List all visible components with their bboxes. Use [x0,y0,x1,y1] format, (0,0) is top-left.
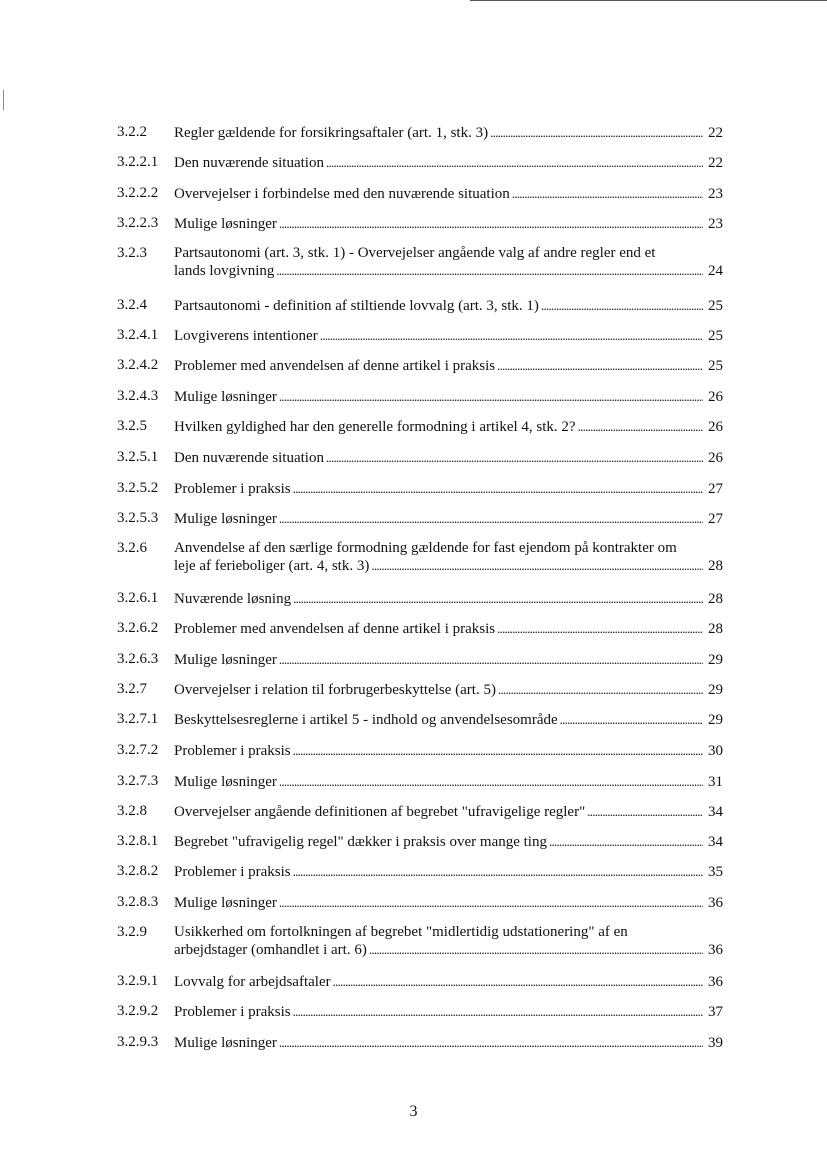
toc-entry [117,681,723,699]
toc-entry [117,1034,723,1052]
toc-entry [117,418,723,436]
toc-entry-page: 27 [708,511,723,527]
toc-entry-title: leje af ferieboliger (art. 4, stk. 3) [174,558,370,574]
toc-entry-number: 3.2.6 [117,540,147,556]
toc-entry-number: 3.2.9.3 [117,1034,159,1050]
toc-entry-title: Lovgiverens intentioner [174,328,318,344]
toc-entry-line [174,154,723,172]
toc-entry-title: Den nuværende situation [174,155,324,171]
toc-entry [117,590,723,608]
toc-entry-number: 3.2.4.3 [117,388,159,404]
toc-entry-number: 3.2.8 [117,803,147,819]
toc-entry-body [174,185,723,203]
dot-leader [541,297,703,315]
toc-entry-number: 3.2.2.3 [117,215,159,231]
toc-entry-title: Mulige løsninger [174,389,277,405]
toc-entry-line [174,245,723,262]
toc-entry-page: 36 [708,895,723,911]
toc-entry-title: Hvilken gyldighed har den generelle formodning i artikel 4, stk. 2? [174,419,576,435]
toc-entry-body [174,124,723,142]
toc-entry-number: 3.2.7.3 [117,773,159,789]
dot-leader [293,590,703,608]
toc-entry-line [174,651,723,669]
toc-entry-page: 35 [708,864,723,880]
dot-leader [293,863,703,881]
toc-entry [117,245,723,280]
toc-entry-title: Problemer i praksis [174,481,291,497]
toc-entry-page: 30 [708,743,723,759]
dot-leader [326,154,703,172]
toc-entry-line [174,557,723,575]
dot-leader [371,557,703,575]
dot-leader [276,262,703,280]
toc-entry-page: 23 [708,216,723,232]
toc-entry-number: 3.2.2.1 [117,154,159,170]
toc-entry-line [174,742,723,760]
toc-entry [117,894,723,912]
toc-entry-body [174,245,723,280]
toc-entry [117,388,723,406]
dot-leader [279,651,703,669]
toc-entry-body [174,510,723,528]
toc-entry-body [174,388,723,406]
toc-entry-body [174,154,723,172]
toc-entry-body [174,742,723,760]
toc-entry-page: 22 [708,155,723,171]
toc-entry-line [174,540,723,557]
dot-leader [279,894,703,912]
toc-entry-title: Overvejelser i relation til forbrugerbeskyttelse (art. 5) [174,682,496,698]
toc-entry-body [174,540,723,575]
toc-entry-page: 25 [708,358,723,374]
toc-entry-number: 3.2.5.3 [117,510,159,526]
toc-entry-body [174,449,723,467]
toc-entry-page: 23 [708,186,723,202]
toc-entry-number: 3.2.4.1 [117,327,159,343]
toc-entry-number: 3.2.4.2 [117,357,159,373]
toc-entry-title: Problemer i praksis [174,1004,291,1020]
toc-entry-title: lands lovgivning [174,263,275,279]
toc-entry-number: 3.2.2.2 [117,185,159,201]
dot-leader [333,973,703,991]
toc-entry-title: Regler gældende for forsikringsaftaler (art. 1, stk. 3) [174,125,489,141]
toc-entry [117,327,723,345]
toc-entry-line [174,803,723,821]
toc-entry-number: 3.2.6.1 [117,590,159,606]
toc-entry-page: 28 [708,591,723,607]
toc-entry-number: 3.2.3 [117,245,147,261]
toc-entry-line [174,681,723,699]
toc-entry [117,297,723,315]
toc-entry-title: Beskyttelsesreglerne i artikel 5 - indhold og anvendelsesområde [174,712,558,728]
toc-entry-page: 25 [708,298,723,314]
toc-entry-page: 39 [708,1035,723,1051]
dot-leader [490,124,703,142]
dot-leader [498,681,703,699]
toc-entry [117,773,723,791]
toc-entry-title: Partsautonomi - definition af stiltiende lovvalg (art. 3, stk. 1) [174,298,539,314]
toc-entry-number: 3.2.7.1 [117,711,159,727]
toc-entry-page: 26 [708,389,723,405]
toc-entry-line [174,1034,723,1052]
toc-entry-number: 3.2.7.2 [117,742,159,758]
toc-entry-title: Mulige løsninger [174,216,277,232]
toc-entry-title: Problemer i praksis [174,743,291,759]
toc-entry-line [174,510,723,528]
toc-entry [117,357,723,375]
toc-entry-title: Overvejelser i forbindelse med den nuværende situation [174,186,510,202]
toc-entry-body [174,973,723,991]
toc-entry-number: 3.2.8.2 [117,863,159,879]
toc-entry-body [174,620,723,638]
toc-entry [117,449,723,467]
toc-entry-title: Begrebet "ufravigelig regel" dækker i praksis over mange ting [174,834,547,850]
toc-entry-line [174,941,723,959]
toc-entry [117,510,723,528]
toc-entry-title: Problemer med anvendelsen af denne artikel i praksis [174,358,496,374]
toc-entry-body [174,681,723,699]
toc-entry [117,651,723,669]
toc-entry-body [174,924,723,959]
dot-leader [578,418,703,436]
toc-entry-line [174,124,723,142]
toc-entry-body [174,327,723,345]
toc-entry-line [174,327,723,345]
toc-entry-title: Partsautonomi (art. 3, stk. 1) - Overvejelser angående valg af andre regler end et [174,245,656,261]
dot-leader [279,510,703,528]
toc-entry [117,215,723,233]
toc-entry-title: Mulige løsninger [174,652,277,668]
toc-entry [117,833,723,851]
toc-entry-body [174,711,723,729]
dot-leader [279,1034,703,1052]
toc-entry-page: 36 [708,942,723,958]
toc-entry [117,154,723,172]
toc-entry-line [174,1003,723,1021]
toc-entry-number: 3.2.4 [117,297,147,313]
toc-entry-body [174,297,723,315]
toc-entry [117,711,723,729]
toc-entry-body [174,357,723,375]
toc-entry-body [174,418,723,436]
toc-entry-line [174,215,723,233]
toc-entry-number: 3.2.9 [117,924,147,940]
toc-entry-line [174,620,723,638]
toc-entry-title: Mulige løsninger [174,895,277,911]
toc-entry-body [174,480,723,498]
dot-leader [497,620,703,638]
toc-entry-number: 3.2.2 [117,124,147,140]
toc-entry-page: 31 [708,774,723,790]
toc-entry [117,480,723,498]
toc-entry-body [174,773,723,791]
dot-leader [279,388,703,406]
toc-entry-number: 3.2.9.2 [117,1003,159,1019]
toc-entry-line [174,418,723,436]
toc-entry [117,1003,723,1021]
toc-entry-body [174,215,723,233]
toc-entry-body [174,1003,723,1021]
toc-entry-title: Mulige løsninger [174,511,277,527]
toc-entry-page: 34 [708,834,723,850]
toc-entry [117,124,723,142]
toc-entry-page: 26 [708,419,723,435]
toc-entry [117,742,723,760]
scan-edge-mark [3,90,4,110]
dot-leader [279,215,703,233]
dot-leader [326,449,703,467]
toc-entry-number: 3.2.5 [117,418,147,434]
toc-entry-line [174,863,723,881]
toc-entry-body [174,590,723,608]
toc-entry-page: 24 [708,263,723,279]
toc-entry-title: Mulige løsninger [174,774,277,790]
toc-entry-page: 28 [708,558,723,574]
dot-leader [320,327,703,345]
toc-entry-page: 27 [708,481,723,497]
toc-entry-line [174,833,723,851]
toc-entry-number: 3.2.6.2 [117,620,159,636]
toc-entry-page: 37 [708,1004,723,1020]
toc-entry [117,973,723,991]
toc-entry [117,803,723,821]
toc-entry-line [174,357,723,375]
toc-entry-body [174,894,723,912]
dot-leader [293,1003,703,1021]
toc-entry-line [174,449,723,467]
toc-entry-line [174,924,723,941]
toc-entry-title: Nuværende løsning [174,591,292,607]
toc-entry-line [174,388,723,406]
page-number: 3 [409,1103,418,1120]
toc-entry [117,924,723,959]
toc-entry-title: Mulige løsninger [174,1035,277,1051]
dot-leader [497,357,703,375]
toc-entry-line [174,590,723,608]
toc-entry-title: Lovvalg for arbejdsaftaler [174,974,331,990]
dot-leader [587,803,703,821]
dot-leader [369,941,703,959]
toc-entry-line [174,297,723,315]
toc-entry [117,185,723,203]
toc-entry-title: Anvendelse af den særlige formodning gældende for fast ejendom på kontrakter om [174,540,677,556]
top-edge-rule [470,0,827,1]
toc-entry-line [174,973,723,991]
toc-entry [117,540,723,575]
toc-entry-title: Overvejelser angående definitionen af begrebet "ufravigelige regler" [174,804,586,820]
toc-entry-line [174,711,723,729]
toc-entry-number: 3.2.6.3 [117,651,159,667]
dot-leader [549,833,703,851]
dot-leader [560,711,703,729]
dot-leader [293,742,703,760]
toc-entry-line [174,480,723,498]
dot-leader [279,773,703,791]
toc-entry-number: 3.2.9.1 [117,973,159,989]
toc-entry-page: 29 [708,712,723,728]
toc-entry-title: Problemer med anvendelsen af denne artikel i praksis [174,621,496,637]
toc-entry-line [174,773,723,791]
toc-entry-page: 25 [708,328,723,344]
toc-entry-number: 3.2.7 [117,681,147,697]
toc-entry-page: 29 [708,682,723,698]
toc-entry-number: 3.2.5.2 [117,480,159,496]
dot-leader [512,185,703,203]
toc-entry-body [174,1034,723,1052]
toc-entry-body [174,863,723,881]
toc-entry [117,620,723,638]
toc-entry-body [174,651,723,669]
toc-entry-page: 34 [708,804,723,820]
toc-entry-body [174,803,723,821]
toc-entry-number: 3.2.8.1 [117,833,159,849]
toc-entry-page: 26 [708,450,723,466]
toc-entry-line [174,185,723,203]
toc-entry-number: 3.2.5.1 [117,449,159,465]
dot-leader [293,480,703,498]
toc-entry-title: Problemer i praksis [174,864,291,880]
toc-entry-line [174,262,723,280]
toc-entry-page: 36 [708,974,723,990]
toc-entry-line [174,894,723,912]
toc-entry-number: 3.2.8.3 [117,894,159,910]
toc-entry-page: 28 [708,621,723,637]
toc-entry-title: Usikkerhed om fortolkningen af begrebet "midlertidig udstationering" af en [174,924,628,940]
toc-entry [117,863,723,881]
toc-entry-page: 29 [708,652,723,668]
toc-entry-body [174,833,723,851]
toc-entry-title: Den nuværende situation [174,450,324,466]
toc-entry-title: arbejdstager (omhandlet i art. 6) [174,942,367,958]
toc-entry-page: 22 [708,125,723,141]
